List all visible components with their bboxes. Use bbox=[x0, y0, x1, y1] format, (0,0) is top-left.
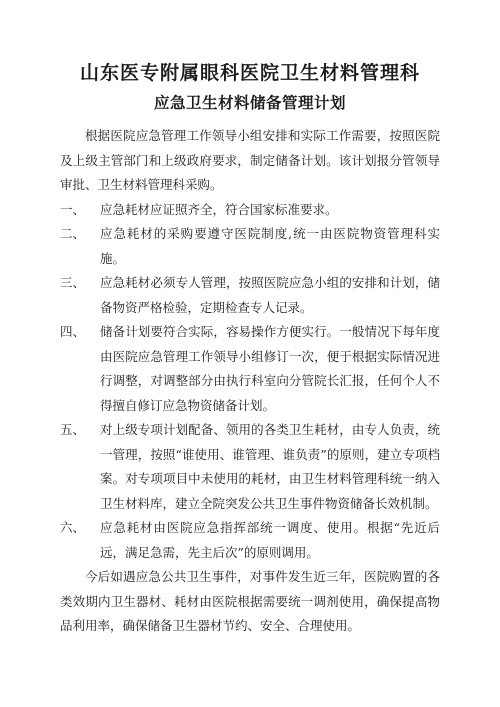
item-number: 五、 bbox=[60, 422, 86, 437]
list-item bbox=[60, 418, 440, 516]
item-text: 应急耗材应证照齐全，符合国家标准要求。 bbox=[100, 201, 338, 217]
document-subtitle: 应急卫生材料储备管理计划 bbox=[153, 93, 346, 112]
item-text: 应急耗材必须专人管理，按照医院应急小组的安排和计划，储备物资严格检验，定期检查专人记录。 bbox=[100, 275, 440, 315]
list-item bbox=[60, 198, 440, 223]
item-number: 六、 bbox=[60, 520, 86, 535]
item-text: 对上级专项计划配备、领用的各类卫生耗材，由专人负责，统一管理，按照“谁使用、谁管理、谁负责”的原则，建立专项档案。对专项项目中未使用的耗材，由卫生材料管理科统一纳入卫生材料库，建立全院突发公共卫生事件物资储备长效机制。 bbox=[100, 422, 440, 511]
closing-paragraph: 今后如遇应急公共卫生事件，对事件发生近三年，医院购置的各类效期内卫生器材、耗材由医院根据需要统一调剂使用，确保提高物品利用率，确保储备卫生器材节约、安全、合理使用。 bbox=[60, 569, 440, 633]
list-item bbox=[60, 516, 440, 565]
item-number: 四、 bbox=[60, 324, 86, 339]
list-item bbox=[60, 271, 440, 320]
item-text: 储备计划要符合实际，容易操作方便实行。一般情况下每年度由医院应急管理工作领导小组修订一次，便于根据实际情况进行调整，对调整部分由执行科室向分管院长汇报，任何个人不得擅自修订应急物资储备计划。 bbox=[100, 324, 440, 413]
list-item bbox=[60, 320, 440, 418]
item-number: 二、 bbox=[60, 226, 86, 241]
item-text: 应急耗材由医院应急指挥部统一调度、使用。根据“先近后远，满足急需，先主后次”的原则调用。 bbox=[100, 520, 440, 560]
item-number: 一、 bbox=[60, 201, 86, 217]
list-item bbox=[60, 222, 440, 271]
item-text: 应急耗材的采购要遵守医院制度,统一由医院物资管理科实施。 bbox=[100, 226, 440, 266]
item-number: 三、 bbox=[60, 275, 86, 290]
document-title: 山东医专附属眼科医院卫生材料管理科 bbox=[79, 62, 420, 84]
intro-paragraph: 根据医院应急管理工作领导小组安排和实际工作需要，按照医院及上级主管部门和上级政府要求，制定储备计划。该计划报分管领导审批、卫生材料管理科采购。 bbox=[60, 128, 440, 192]
